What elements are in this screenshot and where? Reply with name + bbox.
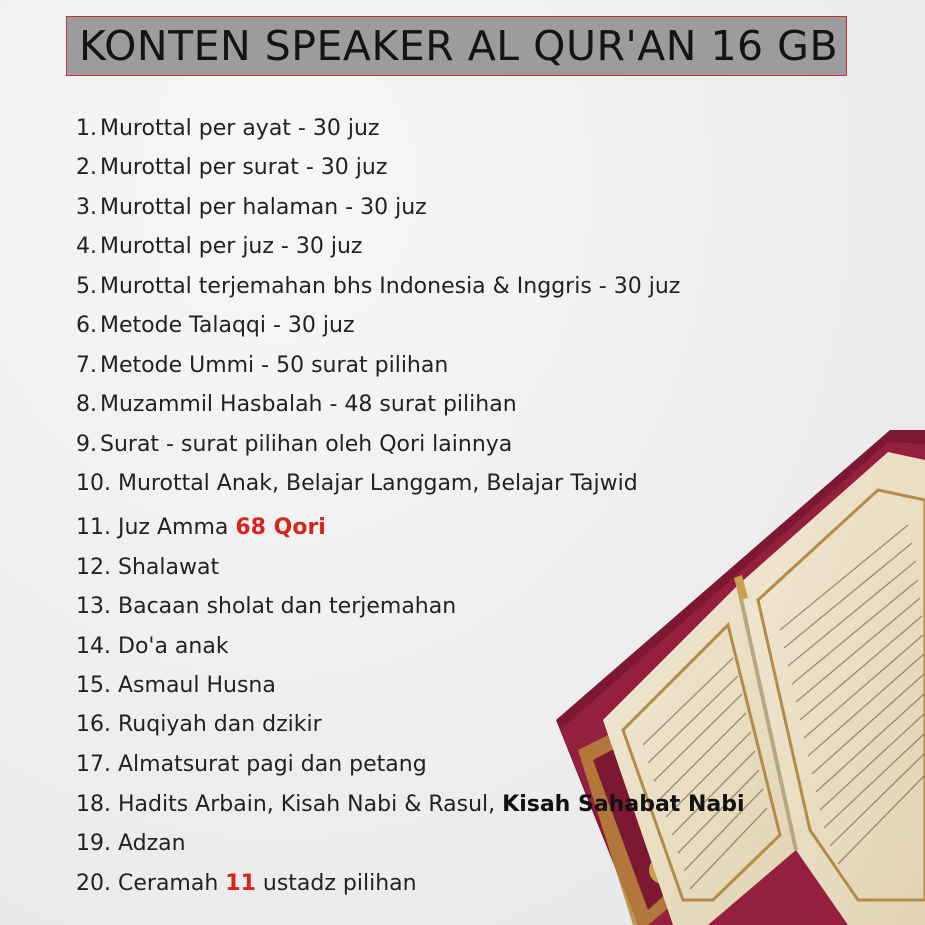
list-item: 1. Murottal per ayat - 30 juz <box>76 116 380 141</box>
list-item: 4. Murottal per juz - 30 juz <box>76 234 363 259</box>
page-title: KONTEN SPEAKER AL QUR'AN 16 GB <box>79 22 839 70</box>
qori-count-highlight: 68 Qori <box>235 515 326 540</box>
list-item: 10. Murottal Anak, Belajar Langgam, Belajar Tajwid <box>76 471 638 496</box>
list-item: 3. Murottal per halaman - 30 juz <box>76 195 427 220</box>
title-banner <box>66 16 847 76</box>
quran-book-image <box>548 430 925 925</box>
list-item: 17. Almatsurat pagi dan petang <box>76 752 427 777</box>
list-item: 5. Murottal terjemahan bhs Indonesia & Inggris - 30 juz <box>76 274 681 299</box>
list-item: 2. Murottal per surat - 30 juz <box>76 155 388 180</box>
bold-text: Kisah Sahabat Nabi <box>502 792 745 817</box>
list-item: 14. Do'a anak <box>76 634 229 659</box>
list-item: 6. Metode Talaqqi - 30 juz <box>76 313 355 338</box>
list-item: 9. Surat - surat pilihan oleh Qori lainnya <box>76 432 513 457</box>
list-item: 12. Shalawat <box>76 555 220 580</box>
list-item: 16. Ruqiyah dan dzikir <box>76 712 322 737</box>
list-item: 20. Ceramah 11 ustadz pilihan <box>76 871 417 896</box>
list-item: 13. Bacaan sholat dan terjemahan <box>76 594 457 619</box>
list-item: 19. Adzan <box>76 831 186 856</box>
list-item: 7. Metode Ummi - 50 surat pilihan <box>76 353 449 378</box>
ustadz-count-highlight: 11 <box>225 871 256 896</box>
list-item: 15. Asmaul Husna <box>76 673 276 698</box>
list-item: 8. Muzammil Hasbalah - 48 surat pilihan <box>76 392 517 417</box>
list-item: 11. Juz Amma 68 Qori <box>76 515 326 540</box>
list-item: 18. Hadits Arbain, Kisah Nabi & Rasul, Kisah Sahabat Nabi <box>76 792 745 817</box>
